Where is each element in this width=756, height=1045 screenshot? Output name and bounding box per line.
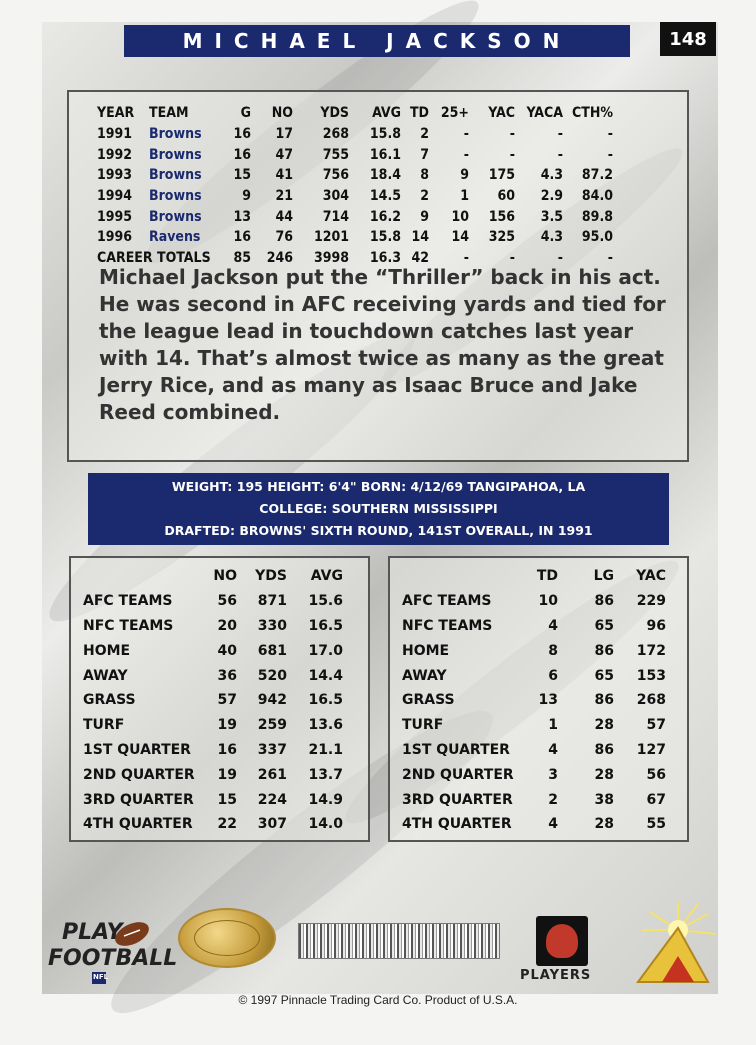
split-value: 6 bbox=[548, 667, 558, 684]
splits-right-row bbox=[402, 738, 666, 763]
career-totals-cell: - bbox=[607, 249, 613, 266]
split-value: 16.5 bbox=[308, 617, 343, 634]
split-value: 14.4 bbox=[308, 667, 343, 684]
splits-right-col-td: TD bbox=[536, 568, 558, 585]
col-header-year: YEAR bbox=[97, 105, 135, 121]
split-value: 2 bbox=[548, 791, 558, 808]
split-label: 3RD QUARTER bbox=[402, 791, 513, 808]
split-value: 224 bbox=[257, 791, 287, 808]
splits-panel-right bbox=[388, 556, 689, 842]
career-stats-cell: 95.0 bbox=[581, 229, 613, 246]
split-value: 15.6 bbox=[308, 593, 343, 610]
career-stats-cell: 9 bbox=[460, 167, 469, 184]
split-value: 16 bbox=[217, 741, 237, 758]
career-stats-cell: - bbox=[509, 126, 515, 143]
career-stats-panel bbox=[67, 90, 689, 462]
career-stats-cell: 2.9 bbox=[540, 188, 563, 205]
career-stats-cell: 16.2 bbox=[369, 208, 401, 225]
nfl-shield-text: NFL bbox=[93, 973, 109, 981]
career-stats-cell: 8 bbox=[420, 167, 429, 184]
split-value: 57 bbox=[217, 692, 237, 709]
gold-seal-emblem bbox=[178, 908, 276, 968]
col-header-yds: YDS bbox=[320, 105, 349, 121]
split-value: 13.6 bbox=[308, 717, 343, 734]
splits-left-col-label bbox=[83, 564, 203, 589]
splits-left-row bbox=[83, 589, 343, 614]
split-value: 86 bbox=[594, 593, 614, 610]
career-totals-cell: CAREER TOTALS bbox=[97, 249, 211, 266]
split-label: 1ST QUARTER bbox=[402, 741, 510, 758]
career-stats-cell: - bbox=[463, 126, 469, 143]
splits-left-row bbox=[83, 738, 343, 763]
col-header-25plus: 25+ bbox=[440, 105, 469, 121]
splits-left-col-yds: YDS bbox=[255, 568, 287, 585]
split-value: 681 bbox=[257, 642, 287, 659]
player-info-banner bbox=[88, 473, 669, 545]
career-stats-cell: 175 bbox=[488, 167, 515, 184]
split-value: 15 bbox=[217, 791, 237, 808]
splits-left-header-row bbox=[83, 564, 343, 589]
bio-text: Michael Jackson put the “Thriller” back in his act. He was second in AFC receiving yards and tied for the league lead in touchdown catches last year with 14. That’s almost twice as many as the great Jerry Rice, and as many as Isaac Bruce and Jake Reed combined. bbox=[99, 265, 666, 424]
play-football-logo bbox=[46, 918, 178, 986]
split-value: 65 bbox=[594, 667, 614, 684]
career-stats-row bbox=[97, 124, 613, 145]
splits-left-row bbox=[83, 638, 343, 663]
split-label: TURF bbox=[83, 717, 125, 734]
split-label: 2ND QUARTER bbox=[402, 766, 514, 783]
splits-right-col-yac: YAC bbox=[636, 568, 666, 585]
hologram-strip bbox=[298, 923, 500, 959]
career-stats-cell: Browns bbox=[149, 167, 202, 184]
career-stats-cell: 1 bbox=[460, 188, 469, 205]
career-totals-cell: 3998 bbox=[313, 249, 349, 266]
career-stats-cell: - bbox=[557, 126, 563, 143]
career-stats-cell: 7 bbox=[420, 146, 429, 163]
splits-left-row bbox=[83, 663, 343, 688]
split-label: AWAY bbox=[402, 667, 447, 684]
split-value: 40 bbox=[217, 642, 237, 659]
split-label: AFC TEAMS bbox=[402, 593, 492, 610]
split-value: 229 bbox=[636, 593, 666, 610]
career-stats-cell: 9 bbox=[242, 188, 251, 205]
splits-left-col-no: NO bbox=[213, 568, 237, 585]
career-stats-table bbox=[97, 102, 613, 268]
split-label: 3RD QUARTER bbox=[83, 791, 194, 808]
split-label: 4TH QUARTER bbox=[83, 816, 193, 833]
career-stats-cell: 1201 bbox=[313, 229, 349, 246]
split-value: 86 bbox=[594, 741, 614, 758]
career-stats-cell: - bbox=[463, 146, 469, 163]
career-stats-cell: 17 bbox=[275, 126, 293, 143]
splits-left-row bbox=[83, 614, 343, 639]
splits-right-row bbox=[402, 638, 666, 663]
splits-left-row bbox=[83, 787, 343, 812]
career-stats-cell: 1995 bbox=[97, 208, 133, 225]
career-stats-cell: 10 bbox=[451, 208, 469, 225]
split-value: 3 bbox=[548, 766, 558, 783]
split-value: 14.0 bbox=[308, 816, 343, 833]
career-stats-cell: 4.3 bbox=[540, 167, 563, 184]
split-value: 8 bbox=[548, 642, 558, 659]
col-header-team: TEAM bbox=[149, 105, 189, 121]
career-stats-cell: Browns bbox=[149, 208, 202, 225]
col-header-g: G bbox=[240, 105, 251, 121]
split-label: NFC TEAMS bbox=[402, 617, 493, 634]
splits-panel-left bbox=[69, 556, 370, 842]
career-stats-cell: 44 bbox=[275, 208, 293, 225]
career-stats-cell: 14.5 bbox=[369, 188, 401, 205]
career-stats-cell: 1996 bbox=[97, 229, 133, 246]
split-value: 86 bbox=[594, 692, 614, 709]
col-header-yac: YAC bbox=[488, 105, 515, 121]
card-number: 148 bbox=[660, 22, 716, 56]
split-value: 67 bbox=[646, 791, 666, 808]
player-name: MICHAEL JACKSON bbox=[182, 29, 572, 53]
career-stats-cell: 14 bbox=[451, 229, 469, 246]
career-stats-cell: 3.5 bbox=[540, 208, 563, 225]
career-totals-cell: - bbox=[509, 249, 515, 266]
split-value: 268 bbox=[636, 692, 666, 709]
split-label: AFC TEAMS bbox=[83, 593, 173, 610]
split-value: 520 bbox=[257, 667, 287, 684]
career-stats-cell: 16 bbox=[233, 229, 251, 246]
split-value: 38 bbox=[594, 791, 614, 808]
split-value: 10 bbox=[538, 593, 558, 610]
career-totals-cell: 16.3 bbox=[369, 249, 401, 266]
career-stats-cell: 16 bbox=[233, 146, 251, 163]
split-label: 2ND QUARTER bbox=[83, 766, 195, 783]
career-stats-cell: 4.3 bbox=[540, 229, 563, 246]
splits-right-row bbox=[402, 614, 666, 639]
career-stats-row bbox=[97, 165, 613, 186]
splits-left-row bbox=[83, 713, 343, 738]
splits-right-header-row bbox=[402, 564, 666, 589]
split-value: 28 bbox=[594, 717, 614, 734]
split-label: HOME bbox=[402, 642, 450, 659]
split-value: 337 bbox=[257, 741, 287, 758]
col-header-cth: CTH% bbox=[572, 105, 613, 121]
career-stats-cell: 47 bbox=[275, 146, 293, 163]
split-value: 65 bbox=[594, 617, 614, 634]
split-value: 871 bbox=[257, 593, 287, 610]
split-value: 13.7 bbox=[308, 766, 343, 783]
split-value: 28 bbox=[594, 766, 614, 783]
copyright-text: © 1997 Pinnacle Trading Card Co. Product of U.S.A. bbox=[238, 993, 518, 1007]
split-label: TURF bbox=[402, 717, 444, 734]
col-header-avg: AVG bbox=[372, 105, 401, 121]
career-stats-cell: 156 bbox=[488, 208, 515, 225]
splits-left-row bbox=[83, 812, 343, 837]
splits-table-right bbox=[402, 564, 666, 837]
split-value: 19 bbox=[217, 766, 237, 783]
career-stats-cell: 755 bbox=[322, 146, 349, 163]
col-header-no: NO bbox=[271, 105, 293, 121]
player-name-banner bbox=[124, 25, 630, 57]
career-totals-cell: 246 bbox=[266, 249, 293, 266]
split-value: 261 bbox=[257, 766, 287, 783]
split-value: 21.1 bbox=[308, 741, 343, 758]
split-value: 56 bbox=[217, 593, 237, 610]
career-stats-row bbox=[97, 206, 613, 227]
career-stats-row bbox=[97, 186, 613, 207]
split-label: 1ST QUARTER bbox=[83, 741, 191, 758]
pinnacle-logo bbox=[628, 900, 718, 986]
split-value: 57 bbox=[646, 717, 666, 734]
career-totals-cell: 42 bbox=[411, 249, 429, 266]
split-value: 14.9 bbox=[308, 791, 343, 808]
career-stats-row bbox=[97, 227, 613, 248]
split-label: 4TH QUARTER bbox=[402, 816, 512, 833]
career-stats-header-row bbox=[97, 102, 613, 124]
career-stats-cell: 756 bbox=[322, 167, 349, 184]
career-stats-cell: - bbox=[607, 146, 613, 163]
career-stats-cell: 41 bbox=[275, 167, 293, 184]
play-football-text-2: FOOTBALL bbox=[48, 946, 178, 971]
splits-left-col-avg: AVG bbox=[310, 568, 343, 585]
career-stats-cell: 1992 bbox=[97, 146, 133, 163]
career-stats-cell: 14 bbox=[411, 229, 429, 246]
career-stats-cell: 60 bbox=[497, 188, 515, 205]
split-value: 172 bbox=[636, 642, 666, 659]
player-draft: DRAFTED: BROWNS' SIXTH ROUND, 141ST OVERALL, IN 1991 bbox=[164, 523, 593, 538]
split-value: 19 bbox=[217, 717, 237, 734]
career-stats-cell: 1991 bbox=[97, 126, 133, 143]
career-stats-row bbox=[97, 145, 613, 166]
career-stats-cell: 16 bbox=[233, 126, 251, 143]
splits-left-row bbox=[83, 762, 343, 787]
career-stats-cell: 76 bbox=[275, 229, 293, 246]
split-value: 22 bbox=[217, 816, 237, 833]
career-stats-cell: 15.8 bbox=[369, 126, 401, 143]
career-stats-cell: 13 bbox=[233, 208, 251, 225]
split-value: 4 bbox=[548, 816, 558, 833]
players-inc-text: PLAYERS bbox=[520, 968, 592, 983]
career-stats-cell: 2 bbox=[420, 188, 429, 205]
career-totals-cell: - bbox=[463, 249, 469, 266]
career-stats-cell: Ravens bbox=[149, 229, 201, 246]
split-value: 56 bbox=[646, 766, 666, 783]
career-stats-cell: 304 bbox=[322, 188, 349, 205]
split-value: 16.5 bbox=[308, 692, 343, 709]
career-totals-cell: - bbox=[557, 249, 563, 266]
split-value: 36 bbox=[217, 667, 237, 684]
career-stats-cell: - bbox=[509, 146, 515, 163]
split-label: GRASS bbox=[402, 692, 455, 709]
split-label: GRASS bbox=[83, 692, 136, 709]
splits-right-row bbox=[402, 663, 666, 688]
split-value: 4 bbox=[548, 617, 558, 634]
split-value: 153 bbox=[636, 667, 666, 684]
split-value: 86 bbox=[594, 642, 614, 659]
split-value: 127 bbox=[636, 741, 666, 758]
split-label: HOME bbox=[83, 642, 131, 659]
splits-right-row bbox=[402, 812, 666, 837]
split-value: 20 bbox=[217, 617, 237, 634]
career-stats-cell: Browns bbox=[149, 126, 202, 143]
split-value: 307 bbox=[257, 816, 287, 833]
splits-right-row bbox=[402, 762, 666, 787]
player-vitals: WEIGHT: 195 HEIGHT: 6'4" BORN: 4/12/69 TANGIPAHOA, LA bbox=[171, 479, 586, 494]
career-stats-cell: - bbox=[557, 146, 563, 163]
split-value: 17.0 bbox=[308, 642, 343, 659]
col-header-td: TD bbox=[409, 105, 429, 121]
career-stats-cell: 2 bbox=[420, 126, 429, 143]
split-value: 96 bbox=[646, 617, 666, 634]
career-stats-cell: 268 bbox=[322, 126, 349, 143]
career-stats-cell: 15 bbox=[233, 167, 251, 184]
career-stats-cell: 15.8 bbox=[369, 229, 401, 246]
split-value: 28 bbox=[594, 816, 614, 833]
split-value: 4 bbox=[548, 741, 558, 758]
career-stats-cell: - bbox=[607, 126, 613, 143]
career-stats-cell: 84.0 bbox=[581, 188, 613, 205]
players-inc-logo bbox=[536, 916, 588, 966]
career-totals-cell: 85 bbox=[233, 249, 251, 266]
career-stats-cell: Browns bbox=[149, 188, 202, 205]
split-value: 330 bbox=[257, 617, 287, 634]
career-stats-cell: 325 bbox=[488, 229, 515, 246]
split-value: 13 bbox=[538, 692, 558, 709]
career-stats-cell: 1993 bbox=[97, 167, 133, 184]
split-value: 259 bbox=[257, 717, 287, 734]
split-label: NFC TEAMS bbox=[83, 617, 174, 634]
split-value: 942 bbox=[257, 692, 287, 709]
career-stats-cell: 87.2 bbox=[581, 167, 613, 184]
split-value: 1 bbox=[548, 717, 558, 734]
career-stats-cell: 18.4 bbox=[369, 167, 401, 184]
career-stats-cell: Browns bbox=[149, 146, 202, 163]
splits-right-col-label bbox=[402, 564, 522, 589]
splits-right-row bbox=[402, 713, 666, 738]
splits-right-row bbox=[402, 688, 666, 713]
career-stats-cell: 89.8 bbox=[581, 208, 613, 225]
career-stats-cell: 21 bbox=[275, 188, 293, 205]
splits-right-row bbox=[402, 589, 666, 614]
splits-table-left bbox=[83, 564, 343, 837]
player-college: COLLEGE: SOUTHERN MISSISSIPPI bbox=[259, 501, 498, 516]
career-stats-cell: 16.1 bbox=[369, 146, 401, 163]
career-stats-cell: 1994 bbox=[97, 188, 133, 205]
career-stats-cell: 9 bbox=[420, 208, 429, 225]
career-stats-cell: 714 bbox=[322, 208, 349, 225]
col-header-yaca: YACA bbox=[526, 105, 563, 121]
splits-right-col-lg: LG bbox=[593, 568, 614, 585]
splits-right-row bbox=[402, 787, 666, 812]
split-label: AWAY bbox=[83, 667, 128, 684]
splits-left-row bbox=[83, 688, 343, 713]
play-football-text-1: PLAY bbox=[62, 920, 123, 945]
split-value: 55 bbox=[646, 816, 666, 833]
